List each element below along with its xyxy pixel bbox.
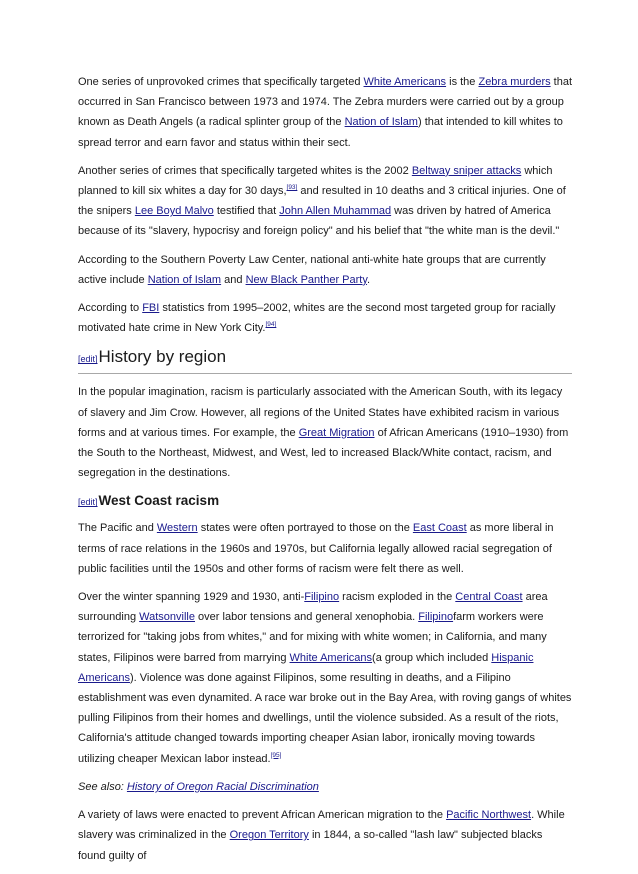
link-great-migration[interactable]: Great Migration [298,426,375,439]
paragraph-great-migration [78,382,572,483]
text-run: over labor tensions and general xenophobia. [195,611,419,624]
text-run: statistics from 1995–2002, whites are the second most targeted group for racially motivated hate crime in New York City. [78,302,556,335]
see-also-note [78,777,572,797]
reference-link[interactable]: [93] [286,184,298,192]
edit-link[interactable] [78,497,98,507]
paragraph-fbi-statistics [78,298,572,338]
link-nation-of-islam[interactable]: Nation of Islam [344,116,418,129]
text-run: farm workers were terrorized for "taking jobs from whites," and for mixing with white women; in California, and many states, Filipinos were barred from marrying [78,611,547,664]
link-new-black-panther-party[interactable]: New Black Panther Party [245,273,368,286]
text-run: The Pacific and [78,522,157,535]
text-run: . [367,273,371,286]
text-run: and [221,273,246,286]
paragraph-hate-groups [78,250,572,290]
text-run: A variety of laws were enacted to prevent African American migration to the [78,809,447,822]
text-run: ) that intended to kill whites to spread terror and earn favor and status within their sect. [78,116,563,149]
link-east-coast[interactable]: East Coast [412,522,467,535]
text-run: which planned to kill six whites a day for 30 days, [78,164,553,198]
link-central-coast[interactable]: Central Coast [455,591,523,604]
text-run: One series of unprovoked crimes that specifically targeted [78,76,364,88]
text-run: is the [446,76,479,88]
text-run: Another series of crimes that specifically targeted whites is the 2002 [78,164,412,177]
link-filipino-2[interactable]: Filipino [418,611,454,624]
text-run: was driven by hatred of America because of its "slavery, hypocrisy and foreign policy" and his belief that "the white man is the devil." [78,205,560,238]
link-watsonville[interactable]: Watsonville [139,611,195,624]
text-run: that occurred in San Francisco between 1973 and 1974. The Zebra murders were carried out by a group known as Death Angels (a radical splinter group of the [78,76,573,129]
link-white-americans-2[interactable]: White Americans [289,651,373,664]
link-zebra-murders[interactable]: Zebra murders [478,76,551,88]
link-fbi[interactable]: FBI [142,302,160,315]
paragraph-anti-filipino-racism [78,587,572,769]
text-run: . While slavery was criminalized in the [78,809,565,842]
link-nation-of-islam-2[interactable]: Nation of Islam [147,273,222,286]
text-run: area surrounding [78,591,548,624]
link-hispanic-americans[interactable]: Hispanic Americans [78,651,534,684]
link-pacific-northwest[interactable]: Pacific Northwest [446,809,532,822]
text-run: of African Americans (1910–1930) from the South to the Northeast, Midwest, and West, led to increased Black/White contact, racism, and segregation in the destinations. [78,426,569,480]
text-run: as more liberal in terms of race relations in the 1960s and 1970s, but California legally allowed racial segregation of public facilities until the 1950s and other forms of racism were felt there as well. [78,522,554,575]
reference-93[interactable] [287,184,298,191]
text-run: in 1844, a so-called "lash law" subjected blacks found guilty of [78,829,543,862]
edit-link[interactable] [78,354,98,364]
article-body [78,72,572,874]
text-run: In the popular imagination, racism is particularly associated with the American South, with its legacy of slavery and Jim Crow. However, all regions of the United States have exhibited racism in various forms and at various times. For example, the [78,386,563,439]
link-history-of-oregon-racial-discrimination[interactable]: History of Oregon Racial Discrimination [126,780,319,793]
text-run: ). Violence was done against Filipinos, some resulting in deaths, and a Filipino establishment was even dynamited. A race war broke out in the Bay Area, with roving gangs of whites pulling Filipinos from their homes and dwellings, until the violence subsided. As a result of the riots, California's attitude changed towards importing cheaper Asian labor, ironically moving towards utilizing cheaper Mexican labor instead. [78,671,572,765]
section-title: History by region [98,347,227,367]
text-run: (a group which included [372,651,492,664]
reference-link[interactable]: [95] [270,751,282,759]
text-run: testified that [213,205,280,218]
link-john-allen-muhammad[interactable]: John Allen Muhammad [279,205,392,218]
section-heading-history-by-region [78,346,572,374]
link-oregon-territory[interactable]: Oregon Territory [229,829,309,842]
paragraph-beltway-sniper [78,161,572,242]
link-beltway-sniper-attacks[interactable]: Beltway sniper attacks [411,164,522,177]
section-title: West Coast racism [98,493,220,509]
paragraph-pacific-western-states [78,518,572,579]
section-heading-west-coast-racism [78,491,572,512]
link-filipino[interactable]: Filipino [304,591,340,604]
see-also-label: See also: [78,780,127,793]
text-run: states were often portrayed to those on the [197,522,413,535]
edit-link-text[interactable]: [edit] [78,354,98,365]
edit-link-text[interactable]: [edit] [78,497,98,508]
text-run: According to [78,302,143,315]
reference-95[interactable] [271,752,282,759]
link-lee-boyd-malvo[interactable]: Lee Boyd Malvo [134,205,214,218]
reference-94[interactable] [265,321,276,328]
paragraph-pacific-northwest [78,805,572,866]
text-run: and resulted in 10 deaths and 3 critical injuries. One of the snipers [78,185,566,218]
text-run: According to the Southern Poverty Law Center, national anti-white hate groups that are currently active include [78,253,546,286]
paragraph-zebra-murders [78,72,572,153]
text-run: Over the winter spanning 1929 and 1930, anti- [78,591,305,604]
link-white-americans[interactable]: White Americans [363,76,447,88]
reference-link[interactable]: [94] [265,321,277,329]
text-run: racism exploded in the [339,591,456,604]
link-western[interactable]: Western [156,522,198,535]
